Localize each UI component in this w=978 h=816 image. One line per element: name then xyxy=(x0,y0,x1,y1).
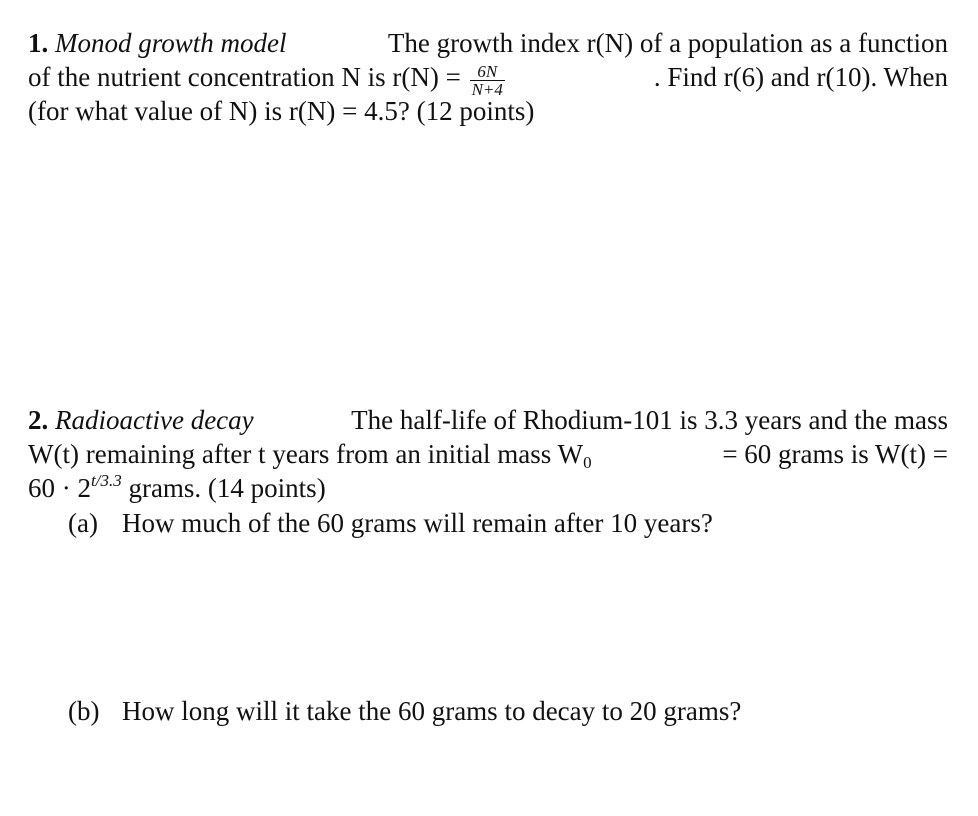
problem-2-line-3-a: 60 · 2 xyxy=(28,473,91,503)
problem-1-formula-text xyxy=(28,60,507,99)
problem-1-line-2-post: . Find r(6) and r(10). When xyxy=(653,62,948,92)
problem-2-line-3-b: grams. (14 points) xyxy=(128,473,326,503)
part-b-label: (b) xyxy=(68,696,100,726)
problem-2-line-2-left xyxy=(28,437,592,471)
part-b-question: How long will it take the 60 grams to decay to 20 grams? xyxy=(122,696,742,726)
problem-1-intro-text: The growth index r(N) of a population as a function xyxy=(387,28,948,58)
problem-1-line-1 xyxy=(28,26,948,60)
problem-1-heading xyxy=(28,26,287,60)
problem-2-line-2-b: = 60 grams is W(t) = xyxy=(722,439,948,469)
problem-1-line-2 xyxy=(28,60,948,99)
problem-1-line-2-pre: of the nutrient concentration N is r(N) = xyxy=(28,62,461,92)
problem-2-line-2-a: W(t) remaining after t years from an initial mass W xyxy=(28,439,584,469)
fraction-numerator: 6N xyxy=(470,63,505,81)
problem-2-line-1 xyxy=(28,403,948,437)
problem-2-line-3 xyxy=(28,471,948,505)
problem-2-heading xyxy=(28,403,254,437)
problem-2 xyxy=(28,403,948,505)
part-a-label: (a) xyxy=(68,508,98,538)
problem-1-number: 1. xyxy=(28,28,49,58)
problem-2-number: 2. xyxy=(28,405,49,435)
problem-2-title: Radioactive decay xyxy=(55,405,254,435)
decay-exponent: t/3.3 xyxy=(91,471,122,490)
problem-1 xyxy=(28,26,948,128)
problem-1-title: Monod growth model xyxy=(55,28,287,58)
problem-1-line-3: (for what value of N) is r(N) = 4.5? (12 points) xyxy=(28,96,535,126)
monod-fraction xyxy=(470,63,505,98)
problem-2-part-b xyxy=(68,694,741,728)
part-a-question: How much of the 60 grams will remain after 10 years? xyxy=(122,508,713,538)
problem-2-line-2 xyxy=(28,437,948,471)
problem-2-part-a xyxy=(68,506,713,540)
problem-2-intro-text: The half-life of Rhodium-101 is 3.3 years and the mass xyxy=(351,405,948,435)
initial-mass-subscript: 0 xyxy=(583,453,592,472)
fraction-denominator: N+4 xyxy=(471,80,503,99)
